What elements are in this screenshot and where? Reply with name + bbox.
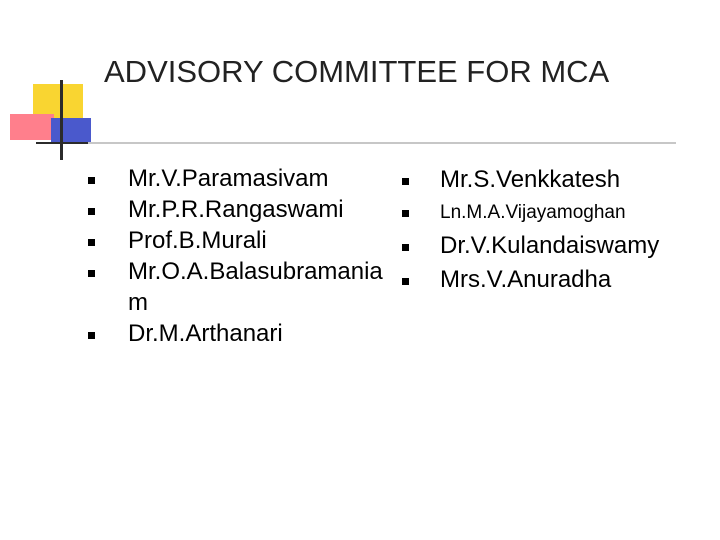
decorative-blue-square [51, 118, 91, 144]
member-name: Mr.P.R.Rangaswami [128, 196, 344, 223]
list-item [88, 194, 398, 225]
square-bullet-icon [88, 239, 95, 246]
square-bullet-icon [402, 278, 409, 285]
list-item [400, 163, 710, 197]
member-name: Mrs.V.Anuradha [440, 266, 612, 293]
square-bullet-icon [402, 210, 409, 217]
square-bullet-icon [402, 244, 409, 251]
title-underline-accent [36, 142, 88, 144]
square-bullet-icon [88, 208, 95, 215]
member-name: Prof.B.Murali [128, 227, 267, 254]
list-item [88, 163, 398, 194]
title-underline-rule [36, 142, 676, 144]
square-bullet-icon [88, 270, 95, 277]
square-bullet-icon [402, 178, 409, 185]
list-item [400, 197, 710, 229]
member-name: Mr.V.Paramasivam [128, 165, 329, 192]
decorative-vertical-line [60, 80, 63, 160]
list-item [88, 225, 398, 256]
left-member-list [88, 163, 398, 349]
square-bullet-icon [88, 332, 95, 339]
member-name: Dr.M.Arthanari [128, 320, 283, 347]
member-name: Dr.V.Kulandaiswamy [440, 232, 660, 259]
list-item [88, 318, 398, 349]
decorative-red-square [10, 114, 54, 140]
list-item [400, 229, 710, 263]
member-name: Mr.S.Venkkatesh [440, 166, 621, 193]
list-item [88, 256, 398, 318]
square-bullet-icon [88, 177, 95, 184]
member-name: Ln.M.A.Vijayamoghan [440, 202, 626, 223]
list-item [400, 263, 710, 297]
member-name: Mr.O.A.Balasubramaniam [128, 258, 383, 316]
slide-title: ADVISORY COMMITTEE FOR MCA [104, 54, 610, 89]
right-member-list [400, 163, 710, 297]
